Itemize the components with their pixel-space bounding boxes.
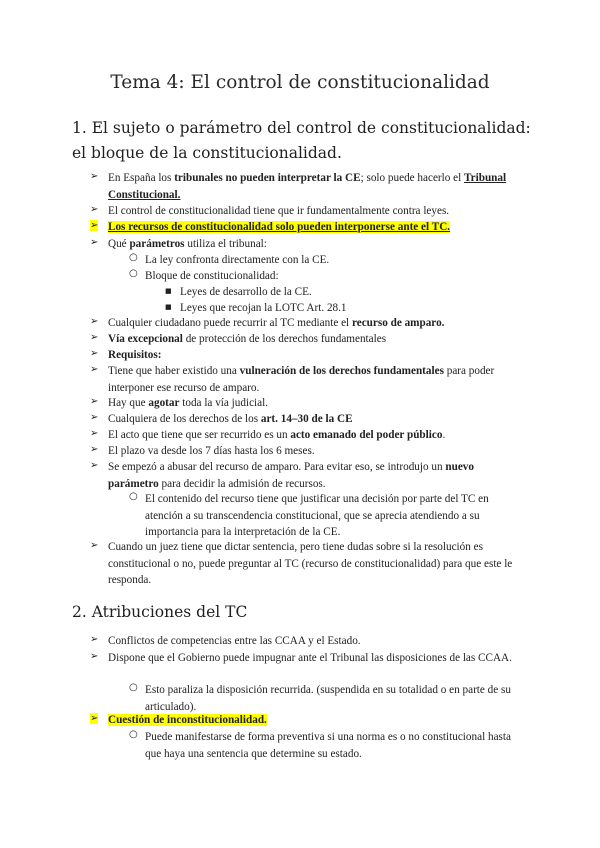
list-item: El acto que tiene que ser recurrido es un acto emanado del poder público. [108,429,446,441]
list-item: Puede manifestarse de forma preventiva si una norma es o no constitucional hasta que haya una sentencia que determine su estado. [145,731,511,760]
arrow-bullet-icon: ➢ [90,316,99,327]
section-2-heading: 2. Atribuciones del TC [72,603,248,621]
list-item: Requisitos: [108,349,162,361]
section-1-heading: 1. El sujeto o parámetro del control de constitucionalidad: el bloque de la constitucionalidad. [72,119,531,162]
list-item: Leyes que recojan la LOTC Art. 28.1 [180,302,347,314]
arrow-bullet-icon: ➢ [90,444,99,455]
circle-bullet-icon: ○ [129,729,138,740]
page-title: Tema 4: El control de constitucionalidad [110,72,490,93]
list-item: Qué parámetros utiliza el tribunal: [108,238,267,250]
list-item: Conflictos de competencias entre las CCAA y el Estado. [108,635,361,647]
list-item: Cualquiera de los derechos de los art. 14–30 de la CE [108,413,353,425]
circle-bullet-icon: ○ [129,268,138,279]
list-item-highlighted: Los recursos de constitucionalidad solo pueden interponerse ante el TC. [108,221,451,233]
arrow-bullet-icon: ➢ [90,713,99,724]
arrow-bullet-icon: ➢ [90,651,99,662]
list-item: Cualquier ciudadano puede recurrir al TC mediante el recurso de amparo. [108,317,445,329]
list-item: Esto paraliza la disposición recurrida. (suspendida en su totalidad o en parte de su articulado). [145,684,511,713]
list-item: Leyes de desarrollo de la CE. [180,286,312,298]
arrow-bullet-icon: ➢ [90,332,99,343]
arrow-bullet-icon: ➢ [90,460,99,471]
arrow-bullet-icon: ➢ [90,412,99,423]
circle-bullet-icon: ○ [129,252,138,263]
list-item: Bloque de constitucionalidad: [145,270,279,282]
arrow-bullet-icon: ➢ [90,237,99,248]
list-item: El contenido del recurso tiene que justificar una decisión por parte del TC en atención a su transcendencia constitucional, que se aprecia atendiendo a su importancia para la interpretación de la CE. [145,493,489,538]
list-item: Tiene que haber existido una vulneración de los derechos fundamentales para poder interponer ese recurso de amparo. [108,365,495,394]
arrow-bullet-icon: ➢ [90,348,99,359]
circle-bullet-icon: ○ [129,682,138,693]
arrow-bullet-icon: ➢ [90,220,99,231]
arrow-bullet-icon: ➢ [90,428,99,439]
list-item: El control de constitucionalidad tiene que ir fundamentalmente contra leyes. [108,205,450,217]
circle-bullet-icon: ○ [129,491,138,502]
list-item-highlighted: Cuestión de inconstitucionalidad. [108,714,267,726]
arrow-bullet-icon: ➢ [90,634,99,645]
arrow-bullet-icon: ➢ [90,396,99,407]
square-bullet-icon: ■ [165,303,172,311]
list-item: Cuando un juez tiene que dictar sentencia, pero tiene dudas sobre si la resolución es constitucional o no, puede preguntar al TC (recurso de constitucionalidad) para que este le responda. [108,541,513,586]
list-item: Hay que agotar toda la vía judicial. [108,397,269,409]
list-item: Dispone que el Gobierno puede impugnar ante el Tribunal las disposiciones de las CCAA. [108,652,512,664]
list-item: Vía excepcional de protección de los derechos fundamentales [108,333,387,345]
arrow-bullet-icon: ➢ [90,171,99,182]
square-bullet-icon: ■ [165,287,172,295]
list-item: La ley confronta directamente con la CE. [145,254,330,266]
list-item: En España los tribunales no pueden interpretar la CE; solo puede hacerlo el Tribunal Constitucional. [108,172,507,201]
arrow-bullet-icon: ➢ [90,204,99,215]
list-item: El plazo va desde los 7 días hasta los 6 meses. [108,445,315,457]
arrow-bullet-icon: ➢ [90,364,99,375]
arrow-bullet-icon: ➢ [90,540,99,551]
list-item: Se empezó a abusar del recurso de amparo. Para evitar eso, se introdujo un nuevo parámetro para decidir la admisión de recursos. [108,461,474,490]
